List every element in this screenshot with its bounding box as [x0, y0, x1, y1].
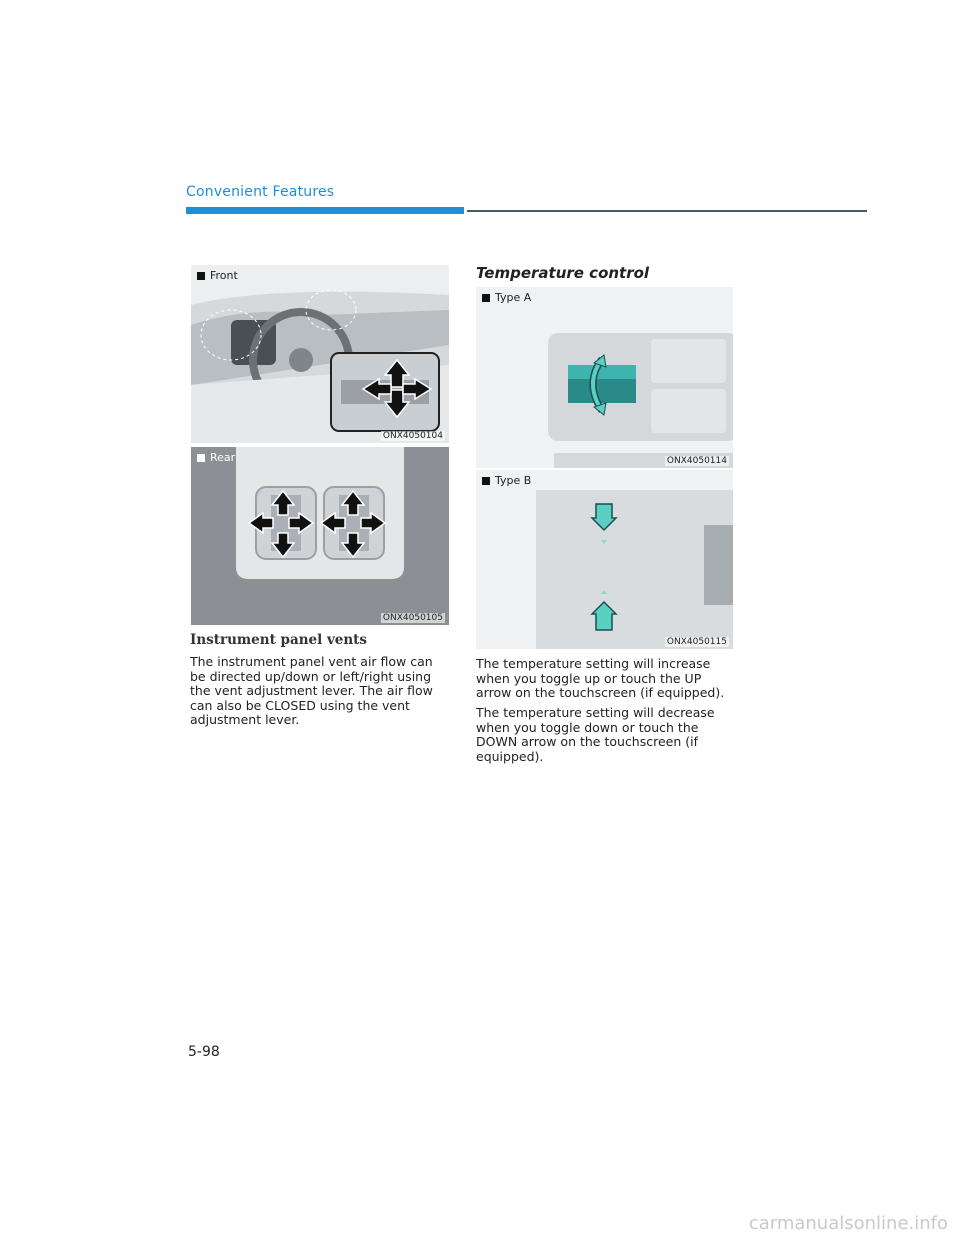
bullet-square-icon — [197, 272, 205, 280]
instrument-panel-vents-heading: Instrument panel vents — [190, 632, 368, 648]
type-b-illustration — [476, 470, 733, 649]
temperature-increase-text: The temperature setting will increase when you toggle up or touch the UP arrow on the touchscreen (if equipped). — [476, 656, 725, 700]
bullet-square-icon — [482, 294, 490, 302]
rear-figure-code: ONX4050105 — [382, 613, 443, 623]
watermark: carmanualsonline.info — [748, 1213, 948, 1234]
temperature-decrease-text: The temperature setting will decrease when you toggle down or touch the DOWN arrow on the touchscreen (if equipped). — [476, 705, 715, 764]
header-divider — [467, 210, 867, 212]
type-a-illustration — [476, 287, 733, 468]
temperature-control-heading: Temperature control — [476, 264, 650, 282]
type-a-figure — [476, 287, 733, 468]
bullet-square-icon — [197, 454, 205, 462]
type-a-figure-label: Type A — [482, 291, 531, 304]
header-accent-bar — [186, 207, 464, 214]
front-figure-label: Front — [197, 269, 238, 282]
instrument-panel-vents-text: The instrument panel vent air flow can be directed up/down or left/right using the vent adjustment lever. The air flow can also be CLOSED using the vent adjustment lever. — [190, 654, 433, 727]
rear-vent-figure — [191, 447, 449, 625]
bullet-square-icon — [482, 477, 490, 485]
front-vent-illustration — [191, 265, 449, 443]
type-b-figure-label: Type B — [482, 474, 531, 487]
front-figure-code: ONX4050104 — [382, 431, 443, 441]
page-number: 5-98 — [188, 1044, 220, 1060]
rear-vent-illustration — [191, 447, 449, 625]
front-vent-figure — [191, 265, 449, 443]
rear-figure-label: Rear — [197, 451, 235, 464]
chapter-title: Convenient Features — [186, 184, 335, 200]
type-b-figure — [476, 470, 733, 649]
type-b-figure-code: ONX4050115 — [666, 637, 727, 647]
type-a-figure-code: ONX4050114 — [666, 456, 727, 466]
